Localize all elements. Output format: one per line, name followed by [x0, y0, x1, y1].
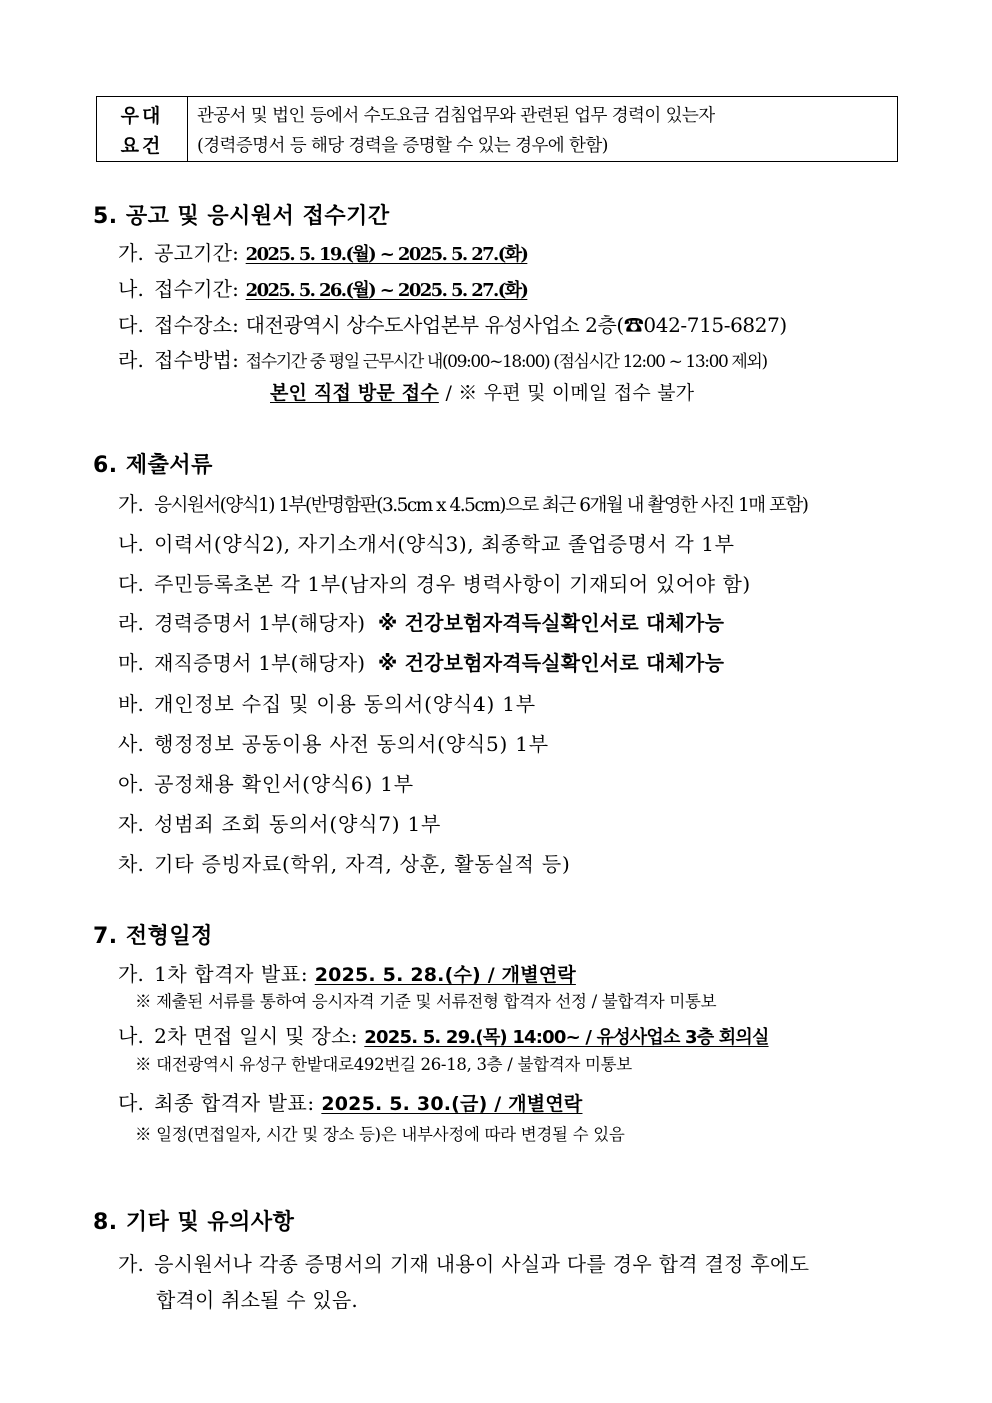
- document-item-text: 성범죄 조회 동의서(양식7) 1부: [154, 812, 442, 836]
- document-item-note: ※ 건강보험자격득실확인서로 대체가능: [377, 651, 725, 675]
- item-label: 접수방법:: [154, 348, 240, 372]
- section7-item-b: [118, 1020, 769, 1049]
- document-item-text: 재직증명서 1부(해당자): [154, 651, 366, 675]
- document-item-text: 주민등록초본 각 1부(남자의 경우 병력사항이 기재되어 있어야 함): [154, 572, 751, 596]
- section5-item-d: [118, 344, 767, 373]
- receipt-method-value: 접수기간 중 평일 근무시간 내(09:00~18:00) (점심시간 12:00 ~ 13:00 제외): [245, 352, 767, 372]
- section7-item-c: [118, 1087, 582, 1116]
- notice-text-line1: 응시원서나 각종 증명서의 기재 내용이 사실과 다를 경우 합격 결정 후에도: [154, 1252, 810, 1276]
- item-label: 접수장소:: [154, 313, 240, 337]
- receipt-place-value: 대전광역시 상수도사업본부 유성사업소 2층(☎042-715-6827): [245, 313, 787, 337]
- item-marker: 가.: [118, 1252, 145, 1276]
- item-marker: 다.: [118, 1091, 145, 1115]
- item-marker: 다.: [118, 572, 145, 596]
- section6-item: [118, 647, 724, 676]
- method-note: / ※ 우편 및 이메일 접수 불가: [445, 382, 695, 404]
- announce-period-value: 2025. 5. 19.(월) ~ 2025. 5. 27.(화): [245, 244, 528, 265]
- item-marker: 바.: [118, 692, 145, 716]
- schedule-label: 최종 합격자 발표:: [154, 1091, 315, 1115]
- method-emphasis: 본인 직접 방문 접수: [270, 382, 439, 404]
- item-marker: 가.: [118, 962, 145, 986]
- preference-content-line1: 관공서 및 법인 등에서 수도요금 검침업무와 관련된 업무 경력이 있는자: [197, 105, 715, 126]
- item-marker: 가.: [118, 241, 145, 265]
- item-marker: 자.: [118, 812, 145, 836]
- schedule-value: 2025. 5. 29.(목) 14:00~ / 유성사업소 3층 회의실: [364, 1027, 769, 1048]
- section6-item: [118, 848, 571, 877]
- section5-title: 5. 공고 및 응시원서 접수기간: [93, 204, 390, 229]
- item-marker: 가.: [118, 492, 145, 516]
- document-item-note: ※ 건강보험자격득실확인서로 대체가능: [377, 611, 725, 635]
- schedule-label: 2차 면접 일시 및 장소:: [154, 1024, 358, 1048]
- item-marker: 나.: [118, 532, 145, 556]
- document-item-text: 기타 증빙자료(학위, 자격, 상훈, 활동실적 등): [154, 852, 571, 876]
- item-label: 공고기간:: [154, 241, 240, 265]
- section6-item: [118, 607, 724, 636]
- item-marker: 나.: [118, 1024, 145, 1048]
- item-marker: 라.: [118, 348, 145, 372]
- preference-content-cell: [188, 97, 897, 161]
- section5-item-c: [118, 309, 787, 338]
- preference-content-line2: (경력증명서 등 해당 경력을 증명할 수 있는 경우에 한함): [197, 135, 608, 156]
- section5-item-b: [118, 273, 527, 302]
- section7-title: 7. 전형일정: [93, 924, 213, 949]
- section6-item: [118, 728, 549, 757]
- preference-label-cell: [97, 97, 188, 161]
- item-marker: 나.: [118, 277, 145, 301]
- section6-item: [118, 488, 808, 517]
- section8-title: 8. 기타 및 유의사항: [93, 1210, 295, 1235]
- schedule-label: 1차 합격자 발표:: [154, 962, 309, 986]
- schedule-note: ※ 일정(면접일자, 시간 및 장소 등)은 내부사정에 따라 변경될 수 있음: [135, 1125, 625, 1144]
- item-marker: 아.: [118, 772, 145, 796]
- schedule-note: ※ 제출된 서류를 통하여 응시자격 기준 및 서류전형 합격자 선정 / 불합격자 미통보: [135, 992, 717, 1011]
- section5-item-a: [118, 237, 527, 266]
- section5-method-line2: [270, 378, 694, 405]
- schedule-value: 2025. 5. 30.(금) / 개별연락: [321, 1093, 583, 1115]
- section6-item: [118, 768, 414, 797]
- preference-label-line2: 요건: [120, 134, 164, 157]
- schedule-value: 2025. 5. 28.(수) / 개별연락: [314, 964, 576, 986]
- item-label: 접수기간:: [154, 277, 240, 301]
- item-marker: 라.: [118, 611, 145, 635]
- schedule-note: ※ 대전광역시 유성구 한밭대로492번길 26-18, 3층 / 불합격자 미통보: [135, 1055, 632, 1074]
- document-item-text: 이력서(양식2), 자기소개서(양식3), 최종학교 졸업증명서 각 1부: [154, 532, 735, 556]
- item-marker: 사.: [118, 732, 145, 756]
- document-item-text: 공정채용 확인서(양식6) 1부: [154, 772, 414, 796]
- item-marker: 마.: [118, 651, 145, 675]
- section8-item-a: [118, 1248, 809, 1277]
- receipt-period-value: 2025. 5. 26.(월) ~ 2025. 5. 27.(화): [245, 280, 528, 301]
- notice-text-line2: 합격이 취소될 수 있음.: [156, 1288, 358, 1312]
- section7-item-a: [118, 958, 576, 987]
- document-item-text: 행정정보 공동이용 사전 동의서(양식5) 1부: [154, 732, 549, 756]
- document-item-text: 응시원서(양식1) 1부(반명함판(3.5cm x 4.5cm)으로 최근 6개월 내 촬영한 사진 1매 포함): [154, 495, 808, 516]
- section6-title: 6. 제출서류: [93, 453, 213, 478]
- section6-item: [118, 528, 735, 557]
- section6-item: [118, 568, 751, 597]
- section6-item: [118, 688, 536, 717]
- document-item-text: 개인정보 수집 및 이용 동의서(양식4) 1부: [154, 692, 536, 716]
- item-marker: 다.: [118, 313, 145, 337]
- document-item-text: 경력증명서 1부(해당자): [154, 611, 366, 635]
- item-marker: 차.: [118, 852, 145, 876]
- section6-item: [118, 808, 441, 837]
- preference-table: [96, 96, 898, 162]
- preference-label-line1: 우대: [120, 104, 164, 127]
